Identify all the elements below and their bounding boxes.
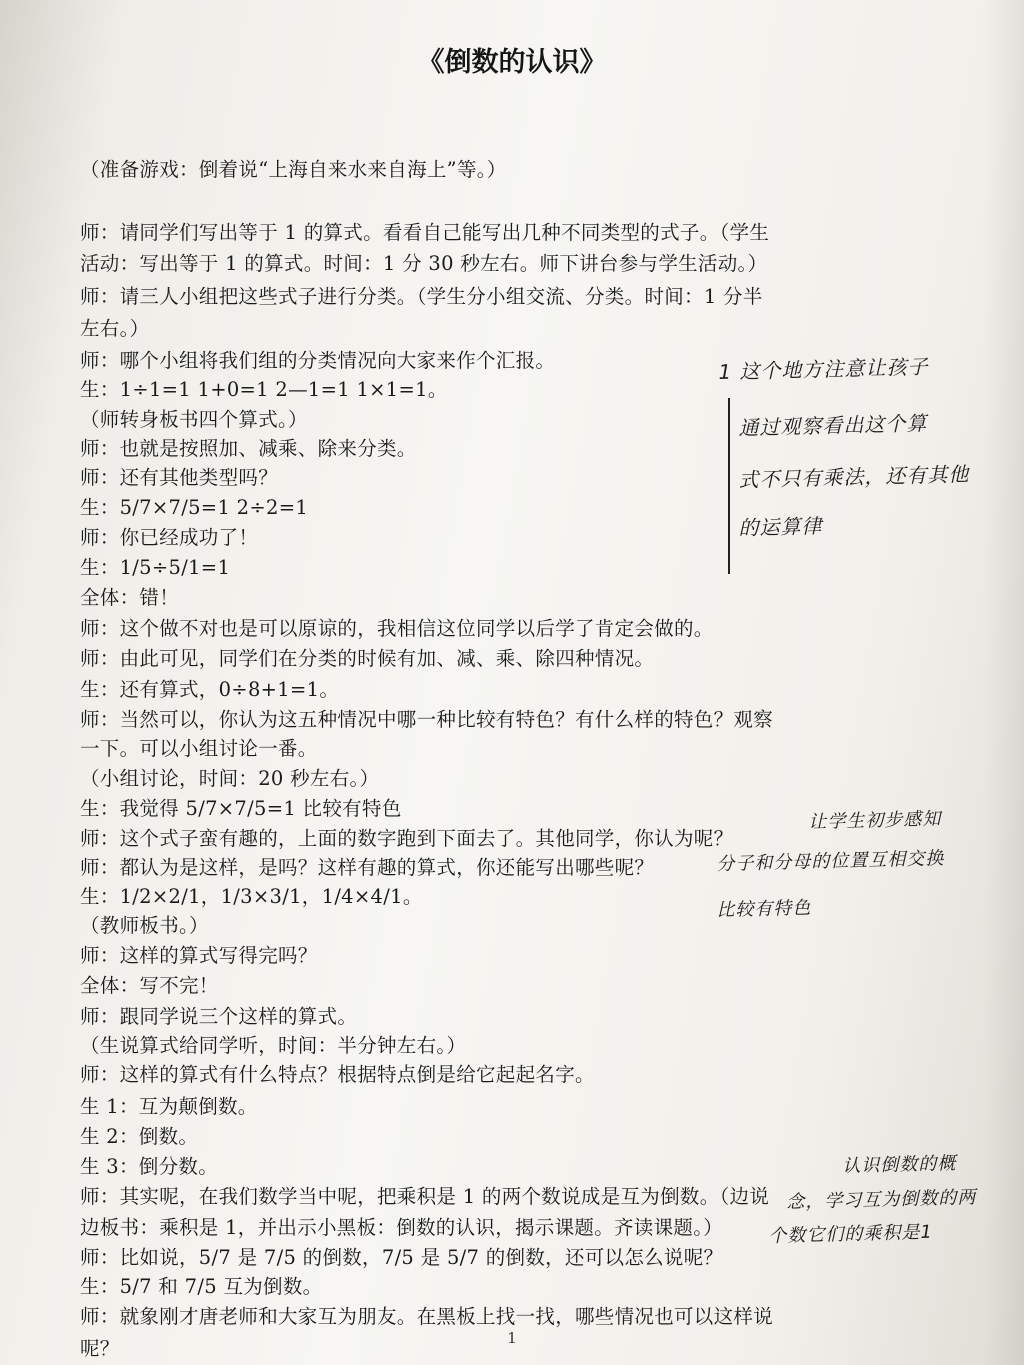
text-line: 生：1÷1=1 1+0=1 2—1=1 1×1=1。	[80, 378, 448, 401]
text-line: 师：就象刚才唐老师和大家互为朋友。在黑板上找一找，哪些情况也可以这样说	[80, 1305, 774, 1328]
text-line: 生 2：倒数。	[80, 1125, 199, 1148]
text-line: 左右。）	[80, 317, 150, 340]
text-line: 师：这个做不对也是可以原谅的，我相信这位同学以后学了肯定会做的。	[80, 617, 714, 640]
handwritten-note-line: 比较有特色	[716, 897, 812, 921]
text-line: 师：都认为是这样，是吗？这样有趣的算式，你还能写出哪些呢？	[80, 856, 655, 879]
text-line: 师：你已经成功了！	[80, 526, 259, 549]
text-line: （教师板书。）	[80, 914, 209, 937]
text-line: （小组讨论，时间：20 秒左右。）	[80, 767, 380, 790]
text-line: 生：我觉得 5/7×7/5=1 比较有特色	[80, 797, 402, 820]
handwritten-note-line: 式不只有乘法，还有其他	[738, 461, 970, 492]
text-line: 师：也就是按照加、减乘、除来分类。	[80, 437, 417, 460]
handwritten-note-line: 1 这个地方注意让孩子	[718, 354, 929, 384]
text-line: 呢？	[80, 1337, 120, 1360]
text-line: 生：1/5÷5/1=1	[80, 556, 231, 579]
text-line: 生：还有算式，0÷8+1=1。	[80, 678, 340, 701]
handwritten-margin-line	[728, 398, 730, 574]
text-line: 师：当然可以，你认为这五种情况中哪一种比较有特色？有什么样的特色？观察	[80, 708, 774, 731]
text-line: 生 1：互为颠倒数。	[80, 1095, 258, 1118]
text-line: 生 3：倒分数。	[80, 1155, 219, 1178]
handwritten-note-line: 个数它们的乘积是1	[768, 1221, 934, 1247]
text-line: 全体：写不完！	[80, 974, 219, 997]
text-line: 师：这样的算式有什么特点？根据特点倒是给它起起名字。	[80, 1063, 595, 1086]
text-line: 生：5/7×7/5=1 2÷2=1	[80, 496, 309, 519]
text-line: 师：还有其他类型吗？	[80, 466, 279, 489]
handwritten-note-line: 通过观察看出这个算	[738, 411, 928, 440]
text-line: 师：由此可见，同学们在分类的时候有加、减、乘、除四种情况。	[80, 647, 655, 670]
text-line: （准备游戏：倒着说“上海自来水来自海上”等。）	[80, 158, 507, 181]
text-line: 活动：写出等于 1 的算式。时间：1 分 30 秒左右。师下讲台参与学生活动。）	[80, 252, 768, 275]
text-line: 生：5/7 和 7/5 互为倒数。	[80, 1275, 323, 1298]
handwritten-note-line: 的运算律	[738, 513, 823, 540]
handwritten-note-line: 念，学习互为倒数的两	[786, 1187, 977, 1213]
page-edge-shadow	[984, 0, 1024, 1365]
text-line: 一下。可以小组讨论一番。	[80, 737, 318, 760]
text-line: 生：1/2×2/1，1/3×3/1，1/4×4/1。	[80, 885, 423, 908]
text-line: 师：这样的算式写得完吗？	[80, 944, 318, 967]
handwritten-note-line: 让学生初步感知	[808, 808, 942, 833]
text-line: 师：比如说，5/7 是 7/5 的倒数，7/5 是 5/7 的倒数，还可以怎么说呢？	[80, 1246, 724, 1269]
page-number: 1	[507, 1329, 517, 1347]
text-line: 师：其实呢，在我们数学当中呢，把乘积是 1 的两个数说成是互为倒数。（边说	[80, 1185, 770, 1208]
text-line: 师：请同学们写出等于 1 的算式。看看自己能写出几种不同类型的式子。（学生	[80, 221, 770, 244]
document-title: 《倒数的认识》	[417, 47, 607, 78]
text-line: 师：这个式子蛮有趣的，上面的数字跑到下面去了。其他同学，你认为呢？	[80, 827, 734, 850]
text-line: （生说算式给同学听，时间：半分钟左右。）	[80, 1034, 467, 1057]
handwritten-note-line: 分子和分母的位置互相交换	[716, 848, 945, 875]
text-line: 师：哪个小组将我们组的分类情况向大家来作个汇报。	[80, 349, 556, 372]
text-line: 边板书：乘积是 1，并出示小黑板：倒数的认识，揭示课题。齐读课题。）	[80, 1216, 724, 1239]
text-line: 师：跟同学说三个这样的算式。	[80, 1005, 358, 1028]
text-line: （师转身板书四个算式。）	[80, 408, 308, 431]
text-line: 师：请三人小组把这些式子进行分类。（学生分小组交流、分类。时间：1 分半	[80, 285, 763, 308]
handwritten-note-line: 认识倒数的概	[842, 1153, 957, 1177]
text-line: 全体：错！	[80, 586, 180, 609]
